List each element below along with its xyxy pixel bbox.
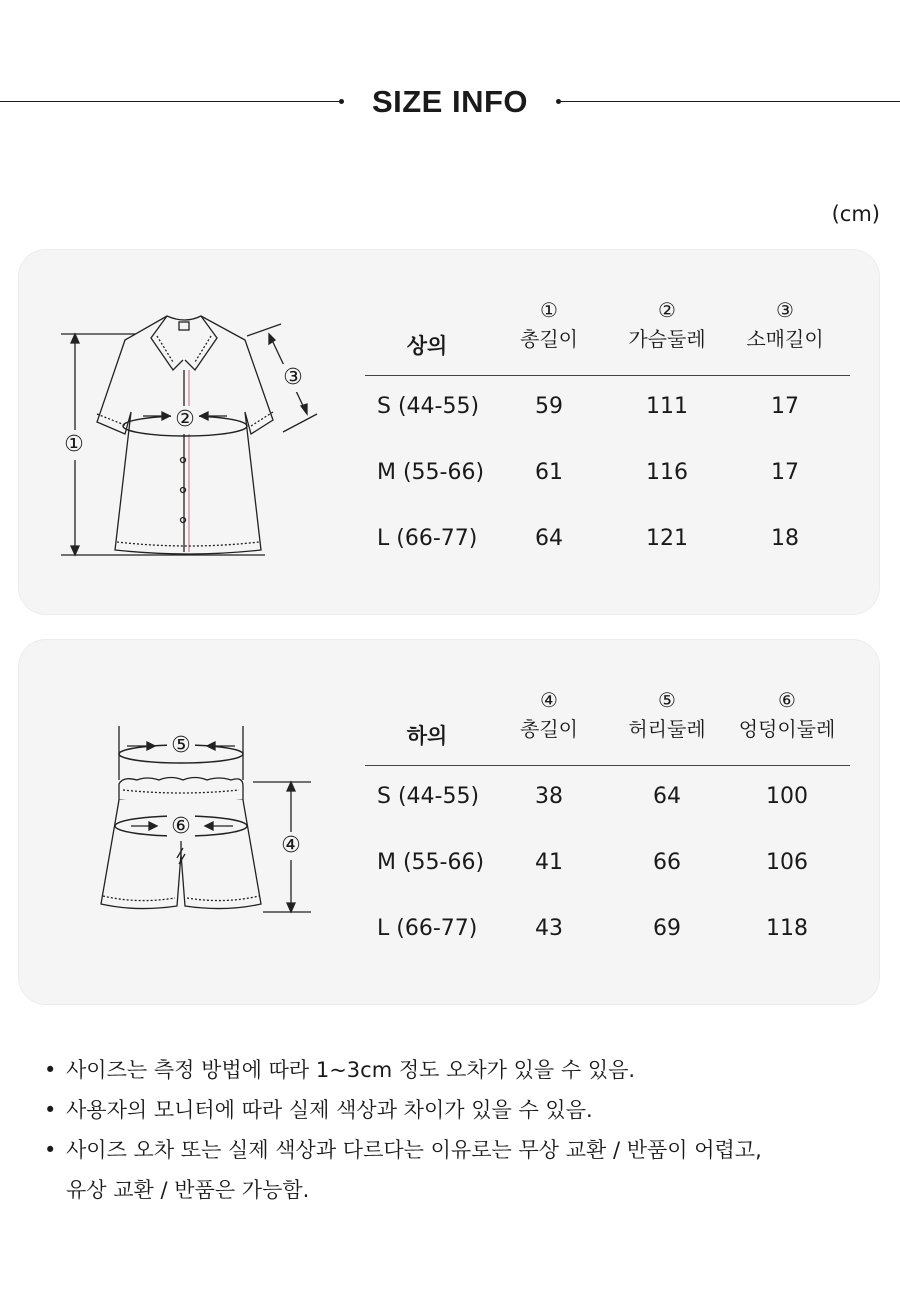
bullet: •: [44, 1058, 57, 1082]
tops-col-total-length: ① 총길이: [520, 298, 578, 351]
bottoms-col-hip: ⑥ 엉덩이둘레: [738, 688, 836, 741]
marker-waist: ⑤: [167, 732, 195, 760]
list-item: [44, 1090, 874, 1130]
list-item: [44, 1130, 874, 1210]
note-text: 사이즈 오차 또는 실제 색상과 다르다는 이유로는 무상 교환 / 반품이 어렵고,: [66, 1138, 762, 1162]
table-cell: 41: [535, 850, 563, 875]
list-item: [44, 1050, 874, 1090]
marker-sleeve: ③: [279, 364, 307, 392]
table-row: [365, 376, 850, 442]
table-cell: 17: [771, 394, 799, 419]
size-label: S (44-55): [377, 394, 480, 419]
table-cell: 66: [653, 850, 681, 875]
table-cell: 111: [646, 394, 688, 419]
size-label: M (55-66): [377, 460, 485, 485]
tops-category-label: 상의: [406, 334, 448, 358]
bottoms-size-table: [365, 640, 850, 964]
note-text: 사이즈는 측정 방법에 따라 1~3cm 정도 오차가 있을 수 있음.: [66, 1058, 636, 1082]
table-cell: 38: [535, 784, 563, 809]
table-cell: 18: [771, 526, 799, 551]
table-row: [365, 442, 850, 508]
bottoms-table-header: [365, 640, 850, 766]
table-row: [365, 832, 850, 898]
shorts-illustration: [97, 720, 317, 920]
title-divider-right: [560, 101, 900, 102]
table-cell: 43: [535, 916, 563, 941]
bullet: •: [44, 1098, 57, 1122]
bottoms-category-label: 하의: [406, 724, 448, 748]
table-cell: 116: [646, 460, 688, 485]
table-row: [365, 766, 850, 832]
marker-chest: ②: [171, 406, 199, 434]
table-cell: 121: [646, 526, 688, 551]
marker-hip: ⑥: [167, 813, 195, 841]
table-cell: 59: [535, 394, 563, 419]
table-cell: 118: [766, 916, 808, 941]
shirt-illustration: [55, 310, 325, 560]
table-cell: 64: [653, 784, 681, 809]
bottoms-size-card: [18, 639, 880, 1005]
note-text: 사용자의 모니터에 따라 실제 색상과 차이가 있을 수 있음.: [66, 1098, 593, 1122]
table-cell: 17: [771, 460, 799, 485]
note-text-continued: 유상 교환 / 반품은 가능함.: [66, 1178, 310, 1202]
table-cell: 100: [766, 784, 808, 809]
unit-label: (cm): [831, 202, 880, 226]
table-cell: 69: [653, 916, 681, 941]
title-dot-left: [339, 99, 344, 104]
table-cell: 106: [766, 850, 808, 875]
marker-total-length: ①: [59, 430, 89, 460]
bullet: •: [44, 1138, 57, 1162]
page-title: SIZE INFO: [371, 84, 529, 119]
title-divider-left: [0, 101, 340, 102]
tops-table-header: [365, 250, 850, 376]
size-notes: [44, 1050, 874, 1210]
size-label: L (66-77): [377, 916, 478, 941]
bottoms-col-total-length: ④ 총길이: [520, 688, 578, 741]
table-cell: 61: [535, 460, 563, 485]
table-row: [365, 508, 850, 574]
bottoms-col-waist: ⑤ 허리둘레: [628, 688, 706, 741]
tops-col-chest: ② 가슴둘레: [628, 298, 706, 351]
size-label: M (55-66): [377, 850, 485, 875]
tops-size-card: [18, 249, 880, 615]
marker-shorts-length: ④: [277, 832, 305, 860]
size-label: S (44-55): [377, 784, 480, 809]
table-row: [365, 898, 850, 964]
page-title-row: [0, 80, 900, 124]
tops-size-table: [365, 250, 850, 574]
tops-col-sleeve: ③ 소매길이: [746, 298, 824, 351]
size-label: L (66-77): [377, 526, 478, 551]
table-cell: 64: [535, 526, 563, 551]
